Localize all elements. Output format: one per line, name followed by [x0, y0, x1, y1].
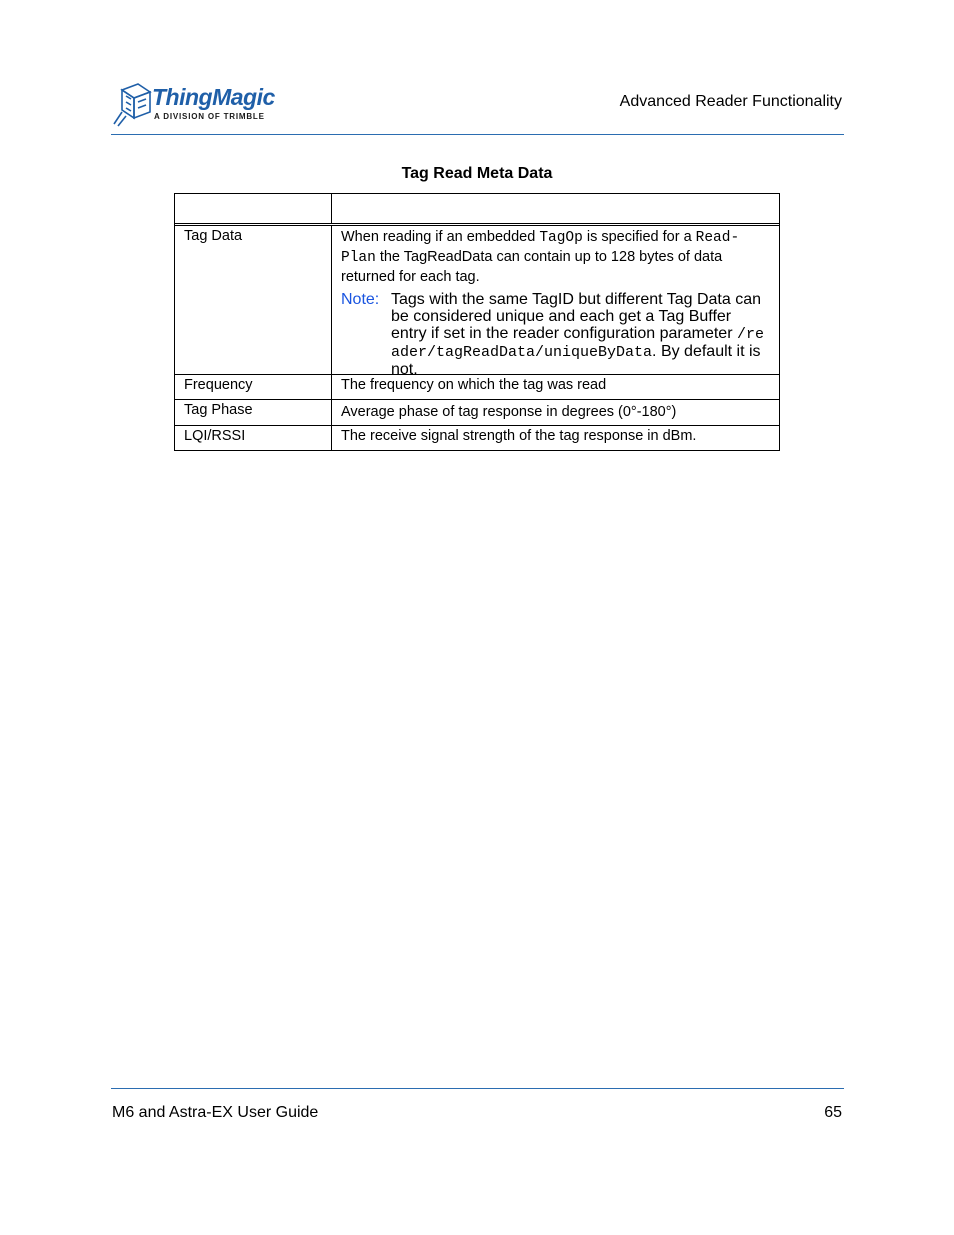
table-row: [175, 425, 779, 450]
desc-text: When reading if an embedded: [341, 229, 540, 245]
description-cell: The receive signal strength of the tag response in dBm.: [341, 428, 697, 444]
table-header-row: [175, 194, 779, 223]
note-body-text: Tags with the same TagID but different Tag Data can be considered unique and each get a Tag Buffer entry if set in the reader configuration parameter: [391, 291, 761, 342]
code-config-path: /reader/tagReadData/uniqueByData: [391, 326, 764, 361]
logo-wordmark: ThingMagic: [152, 84, 275, 110]
field-cell: Tag Data: [175, 226, 332, 374]
section-title: Advanced Reader Functionality: [619, 93, 842, 110]
description-cell: [332, 226, 779, 378]
page-number: 65: [824, 1104, 842, 1121]
description-text: [341, 228, 770, 287]
meta-data-table: [174, 193, 780, 451]
table-row: [175, 374, 779, 399]
note-label: Note:: [341, 291, 380, 308]
table-title: Tag Read Meta Data: [401, 165, 553, 182]
header-cell-field: [175, 194, 332, 223]
logo-subtext: A DIVISION OF TRIMBLE: [154, 112, 265, 121]
header-cell-description: [332, 194, 779, 223]
guide-title: M6 and Astra-EX User Guide: [112, 1104, 319, 1121]
description-cell: The frequency on which the tag was read: [341, 377, 607, 393]
field-cell: Tag Phase: [175, 400, 332, 425]
field-cell: Frequency: [175, 375, 332, 399]
footer-divider: [111, 1088, 844, 1089]
desc-text: the TagReadData can contain up to 128 bytes of data returned for each tag.: [341, 249, 723, 285]
code-readplan: Read-Plan: [341, 230, 740, 266]
description-cell: Average phase of tag response in degrees (0°-180°): [341, 404, 677, 420]
note-tail-text: . By default it is not.: [391, 343, 761, 378]
code-tagop: TagOp: [539, 230, 583, 246]
table-row: [175, 399, 779, 425]
field-cell: LQI/RSSI: [175, 426, 332, 450]
note-block: [341, 291, 770, 378]
desc-text: is specified for a: [582, 229, 696, 245]
note-text: [391, 291, 770, 378]
header-divider: [111, 134, 844, 135]
table-row: [175, 223, 779, 378]
